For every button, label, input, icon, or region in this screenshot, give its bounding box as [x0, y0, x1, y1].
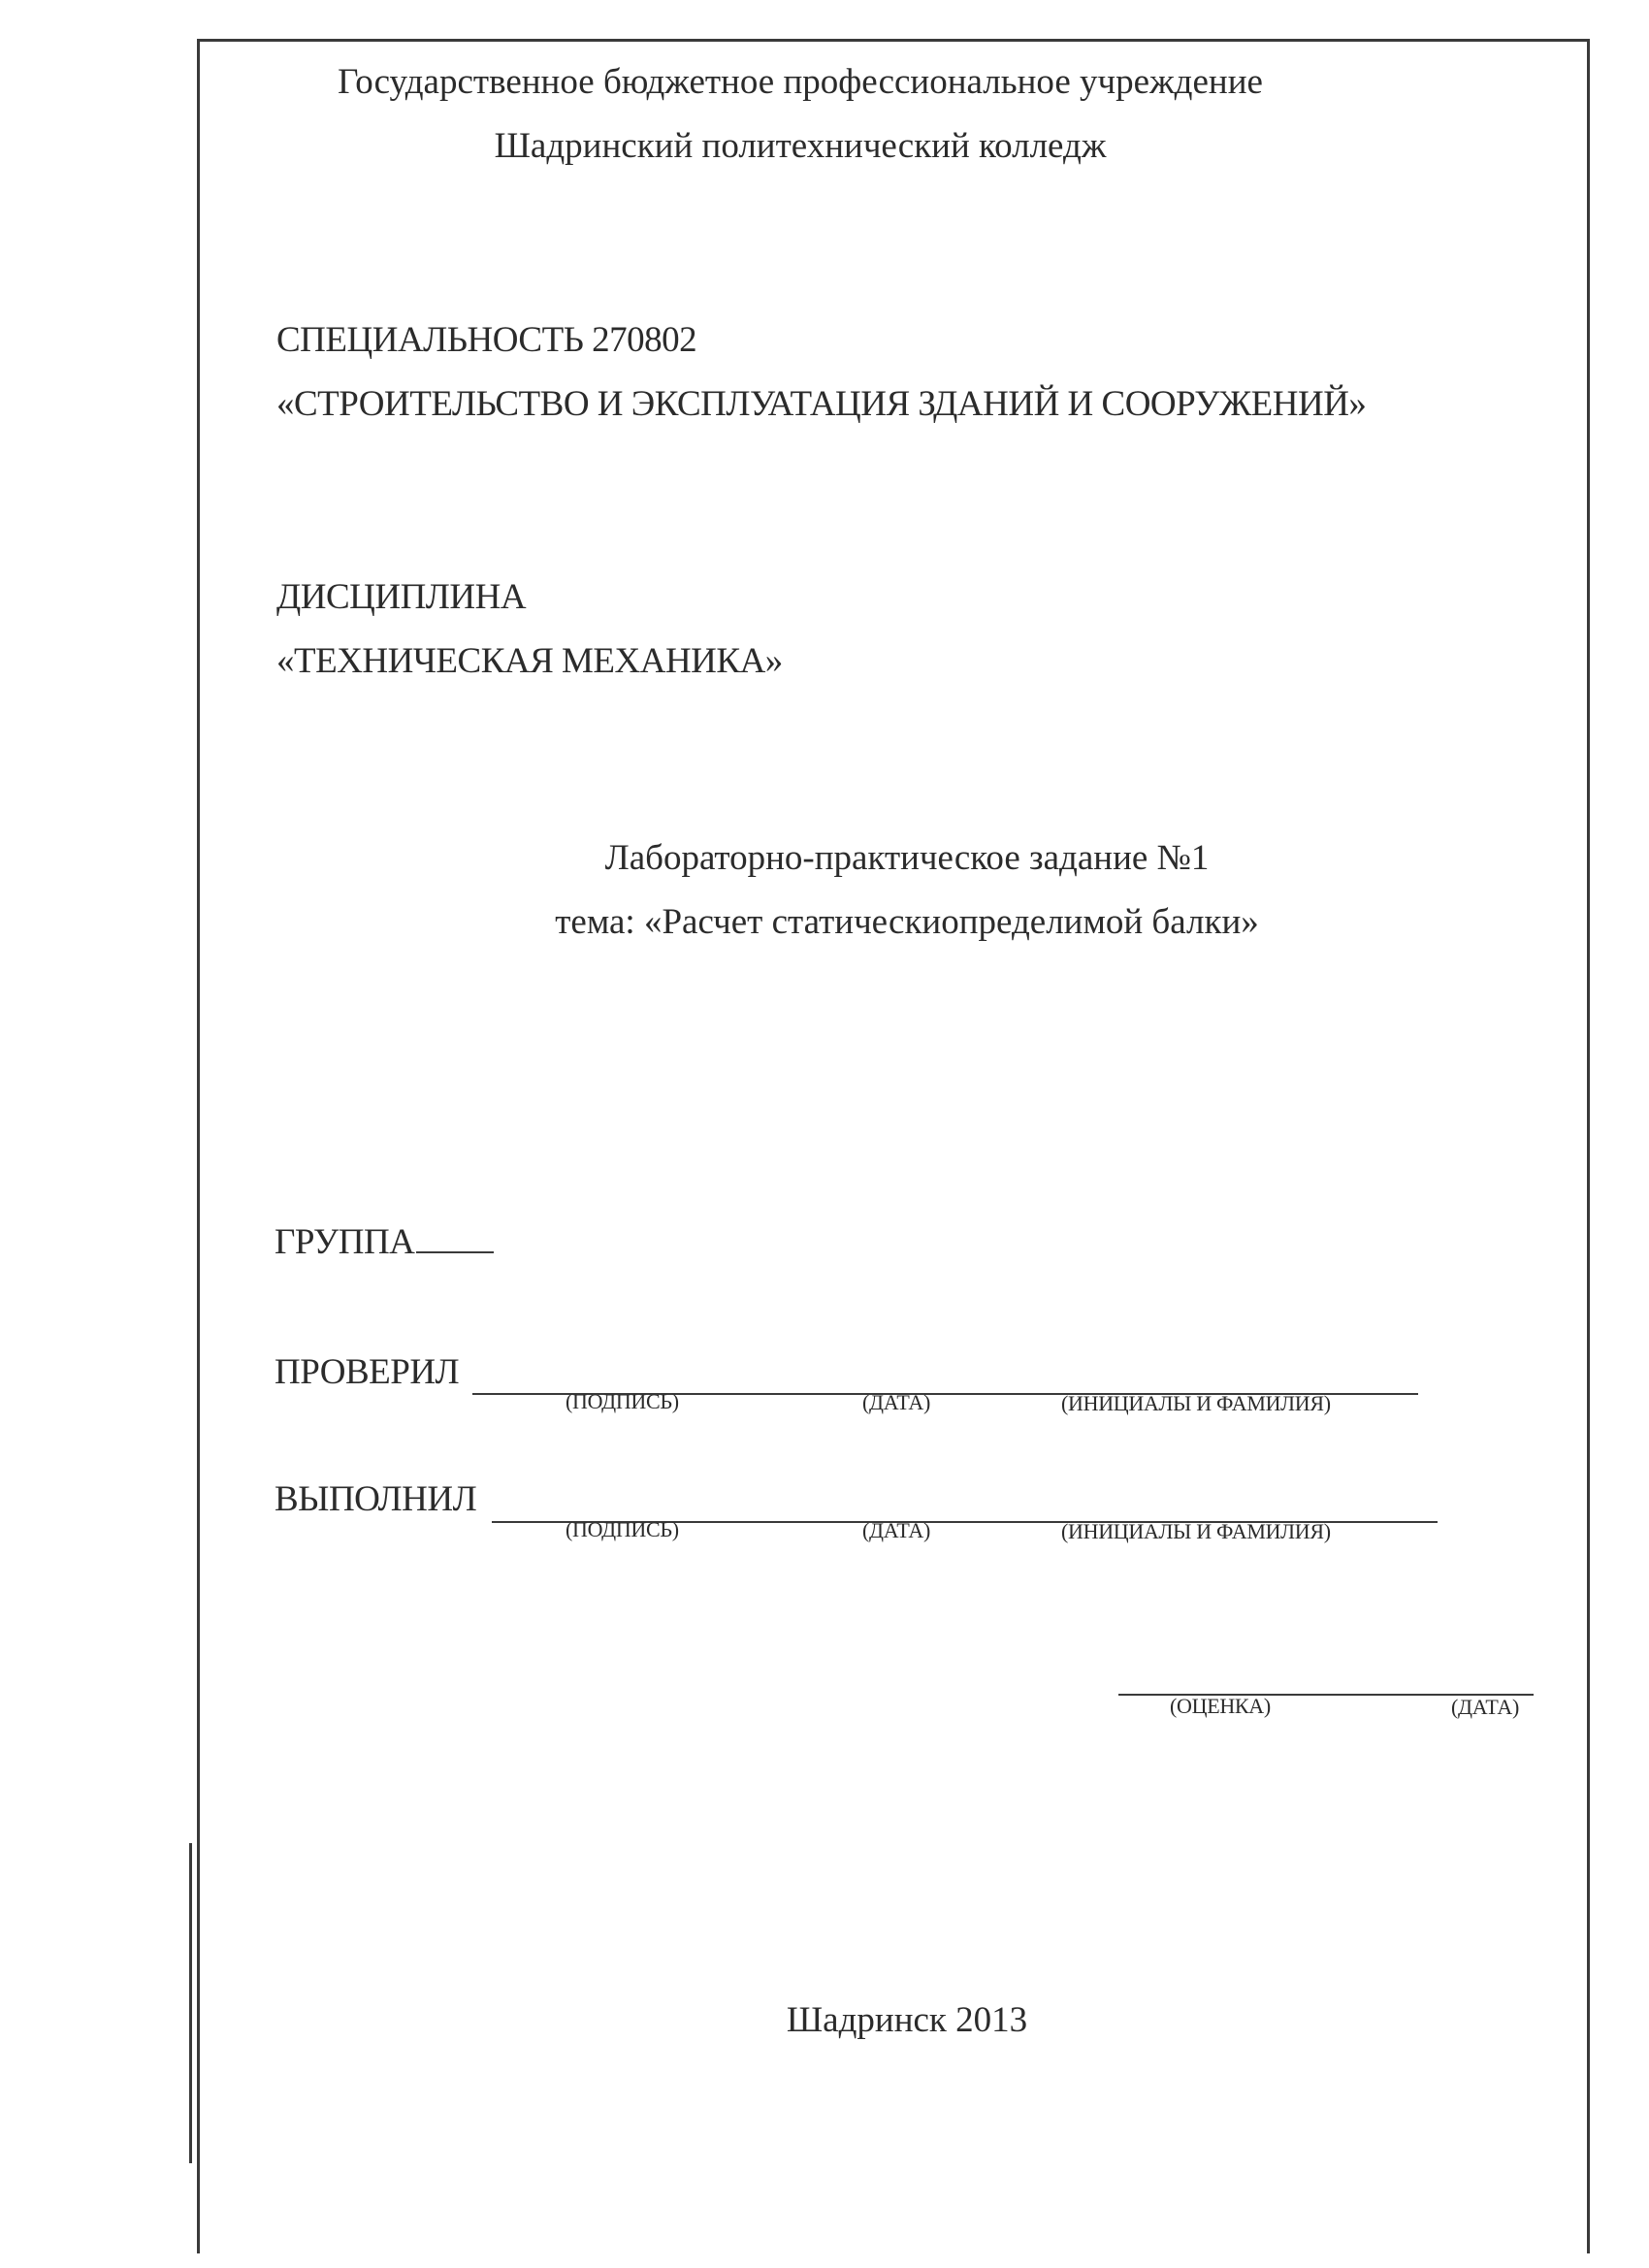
checked-signature-caption: (ПОДПИСЬ) [566, 1389, 679, 1413]
done-label: ВЫПОЛНИЛ [275, 1479, 477, 1519]
discipline-name: «ТЕХНИЧЕСКАЯ МЕХАНИКА» [276, 641, 783, 681]
done-date-caption: (ДАТА) [862, 1518, 931, 1542]
specialty-label: СПЕЦИАЛЬНОСТЬ 270802 [276, 320, 697, 360]
grade-date-caption: (ДАТА) [1451, 1695, 1520, 1719]
group-blank-line [416, 1250, 494, 1253]
institution-line-1: Государственное бюджетное профессиональное учреждение [338, 62, 1263, 102]
done-signature-caption: (ПОДПИСЬ) [566, 1517, 679, 1541]
group-field [275, 1224, 494, 1260]
group-label: ГРУППА [275, 1222, 415, 1262]
assignment-topic: тема: «Расчет статическиопределимой балки» [555, 902, 1259, 942]
institution-line-2: Шадринский политехнический колледж [494, 126, 1107, 166]
grade-caption: (ОЦЕНКА) [1170, 1694, 1271, 1718]
done-name-caption: (ИНИЦИАЛЫ И ФАМИЛИЯ) [1061, 1519, 1331, 1543]
checked-date-caption: (ДАТА) [862, 1390, 931, 1414]
city-year: Шадринск 2013 [786, 2000, 1028, 2040]
checked-label: ПРОВЕРИЛ [275, 1352, 460, 1392]
discipline-label: ДИСЦИПЛИНА [276, 577, 527, 617]
assignment-title: Лабораторно-практическое задание №1 [604, 838, 1210, 878]
checked-name-caption: (ИНИЦИАЛЫ И ФАМИЛИЯ) [1061, 1391, 1331, 1415]
specialty-name: «СТРОИТЕЛЬСТВО И ЭКСПЛУАТАЦИЯ ЗДАНИЙ И СООРУЖЕНИЙ» [276, 384, 1367, 424]
page-frame [197, 39, 1590, 2253]
